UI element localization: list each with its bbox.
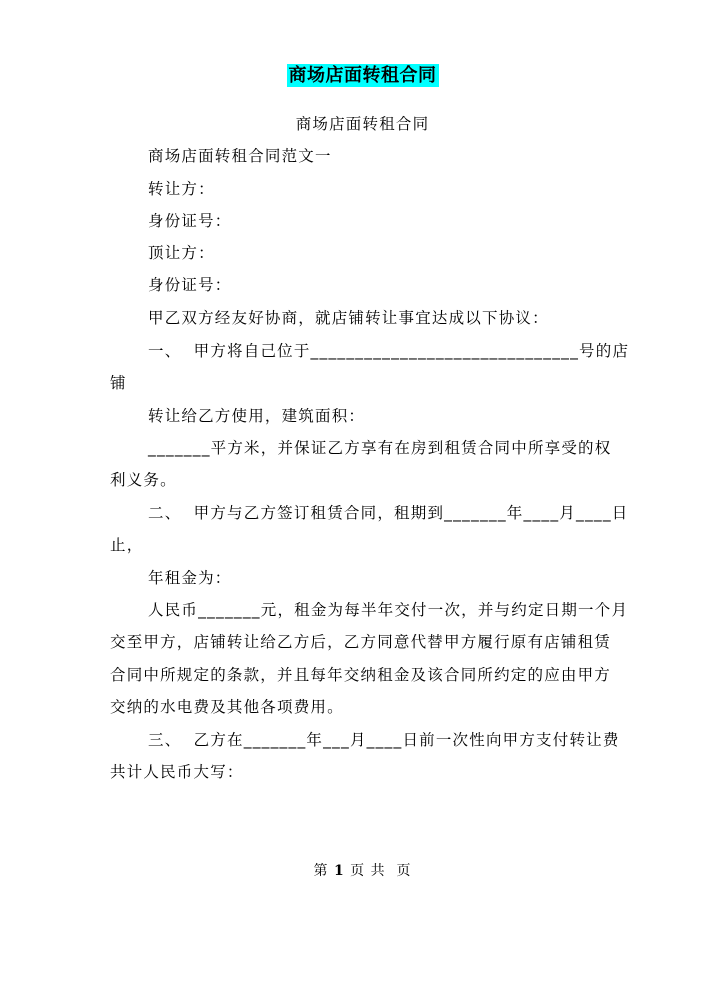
footer-middle: 页 共 <box>344 863 397 879</box>
footer-suffix: 页 <box>396 863 412 879</box>
page-number: 1 <box>333 863 345 879</box>
paragraph-line: 二、 甲方与乙方签订租赁合同，租期到_______年____月____日 <box>148 504 629 522</box>
paragraph-line: 利义务。 <box>110 471 177 489</box>
paragraph-line: 顶让方： <box>148 244 215 262</box>
paragraph-line: 年租金为： <box>148 569 232 587</box>
paragraph-line: 合同中所规定的条款，并且每年交纳租金及该合同所约定的应由甲方 <box>110 666 612 684</box>
paragraph-line: 身份证号： <box>148 276 232 294</box>
paragraph-line: 一、 甲方将自己位于______________________________号的店 <box>148 342 630 360</box>
paragraph-line: 交至甲方，店铺转让给乙方后，乙方同意代替甲方履行原有店铺租赁 <box>110 633 612 651</box>
paragraph-line: 转让给乙方使用，建筑面积： <box>148 407 366 425</box>
document-title <box>0 62 725 90</box>
paragraph-line: 止， <box>110 536 144 554</box>
paragraph-line: 铺 <box>110 374 127 392</box>
paragraph-line: 甲乙双方经友好协商，就店铺转让事宜达成以下协议： <box>148 309 549 327</box>
paragraph-line: 商场店面转租合同范文一 <box>148 147 332 165</box>
paragraph-line: 交纳的水电费及其他各项费用。 <box>110 698 344 716</box>
paragraph-line: 身份证号： <box>148 212 232 230</box>
page-footer <box>0 860 725 882</box>
document-title-text: 商场店面转租合同 <box>288 65 437 86</box>
paragraph-line: _______平方米，并保证乙方享有在房到租赁合同中所享受的权 <box>148 439 612 457</box>
paragraph-line: 三、 乙方在_______年___月____日前一次性向甲方支付转让费 <box>148 731 620 749</box>
paragraph-line: 人民币_______元，租金为每半年交付一次，并与约定日期一个月 <box>148 601 629 619</box>
footer-prefix: 第 <box>313 863 334 879</box>
document-subtitle: 商场店面转租合同 <box>295 115 430 133</box>
paragraph-line: 转让方： <box>148 180 215 198</box>
paragraph-line: 共计人民币大写： <box>110 763 244 781</box>
